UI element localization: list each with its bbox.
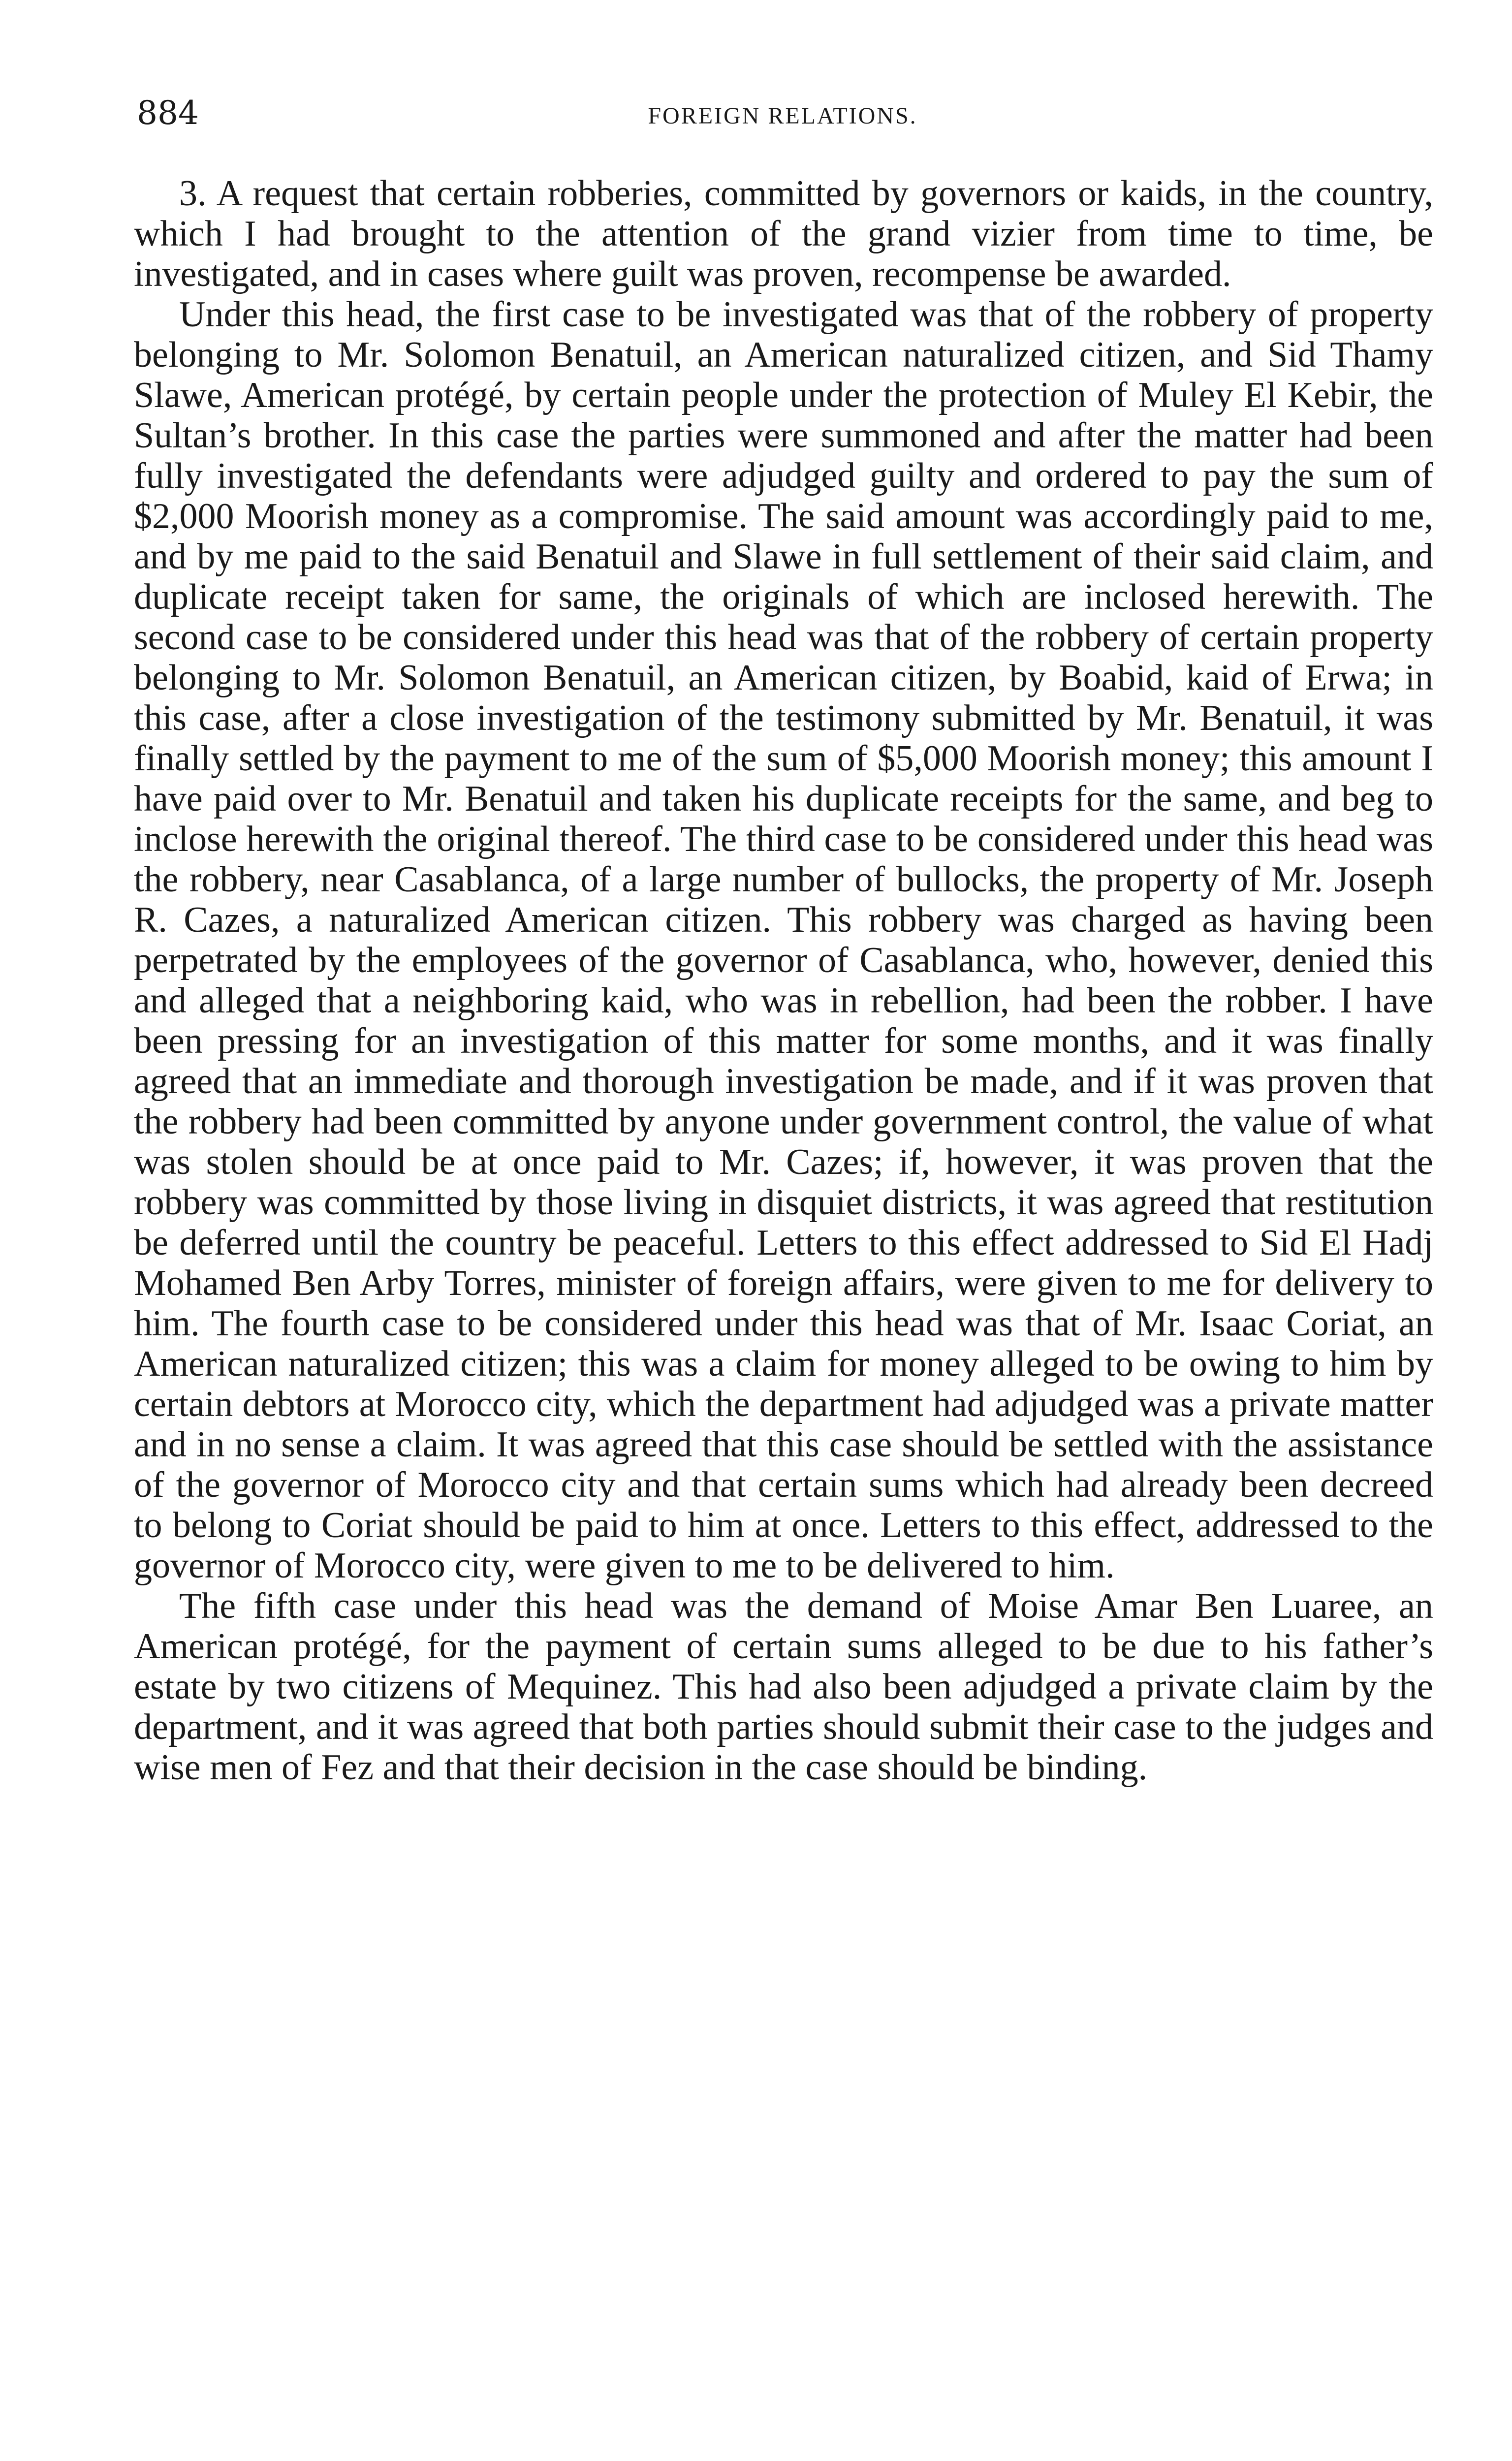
page-header [133, 91, 1432, 135]
page-number: 884 [137, 94, 199, 132]
paragraph-request: 3. A request that certain robberies, committed by governors or kaids, in the country, which I had brought to the attention of the grand vizier from time to time, be investigated, and in cases where guilt was proven, recompense be awarded. [134, 173, 1433, 294]
paragraph-fifth-case: The fifth case under this head was the demand of Moise Amar Ben Luaree, an American protégé, for the payment of certain sums alleged to be due to his father’s estate by two citizens of Mequinez. This had also been adjudged a private claim by the department, and it was agreed that both parties should submit their case to the judges and wise men of Fez and that their decision in the case should be binding. [134, 1586, 1433, 1788]
body-text [134, 173, 1433, 1788]
running-title: FOREIGN RELATIONS. [648, 103, 917, 129]
paragraph-cases: Under this head, the first case to be investigated was that of the robbery of property belonging to Mr. Solomon Benatuil, an American naturalized citizen, and Sid Thamy Slawe, American protégé, by certain people under the protection of Muley El Kebir, the Sultan’s brother. In this case the parties were summoned and after the matter had been fully investigated the defendants were adjudged guilty and ordered to pay the sum of $2,000 Moorish money as a compromise. The said amount was accordingly paid to me, and by me paid to the said Benatuil and Slawe in full settlement of their said claim, and duplicate receipt taken for same, the originals of which are inclosed herewith. The second case to be considered under this head was that of the robbery of certain property belonging to Mr. Solomon Benatuil, an American citizen, by Boabid, kaid of Erwa; in this case, after a close investigation of the testimony submitted by Mr. Benatuil, it was finally settled by the payment to me of the sum of $5,000 Moorish money; this amount I have paid over to Mr. Benatuil and taken his duplicate receipts for the same, and beg to inclose herewith the original thereof. The third case to be considered under this head was the robbery, near Casablanca, of a large number of bullocks, the property of Mr. Joseph R. Cazes, a naturalized American citizen. This robbery was charged as having been perpetrated by the employees of the governor of Casablanca, who, however, denied this and alleged that a neighboring kaid, who was in rebellion, had been the robber. I have been pressing for an investigation of this matter for some months, and it was finally agreed that an immediate and thorough investigation be made, and if it was proven that the robbery had been committed by anyone under government control, the value of what was stolen should be at once paid to Mr. Cazes; if, however, it was proven that the robbery was committed by those living in disquiet districts, it was agreed that restitution be deferred until the country be peaceful. Letters to this effect addressed to Sid El Hadj Mohamed Ben Arby Torres, minister of foreign affairs, were given to me for delivery to him. The fourth case to be considered under this head was that of Mr. Isaac Coriat, an American naturalized citizen; this was a claim for money alleged to be owing to him by certain debtors at Morocco city, which the department had adjudged was a private matter and in no sense a claim. It was agreed that this case should be settled with the assistance of the governor of Morocco city and that certain sums which had already been decreed to belong to Coriat should be paid to him at once. Letters to this effect, addressed to the governor of Morocco city, were given to me to be delivered to him. [134, 294, 1433, 1586]
